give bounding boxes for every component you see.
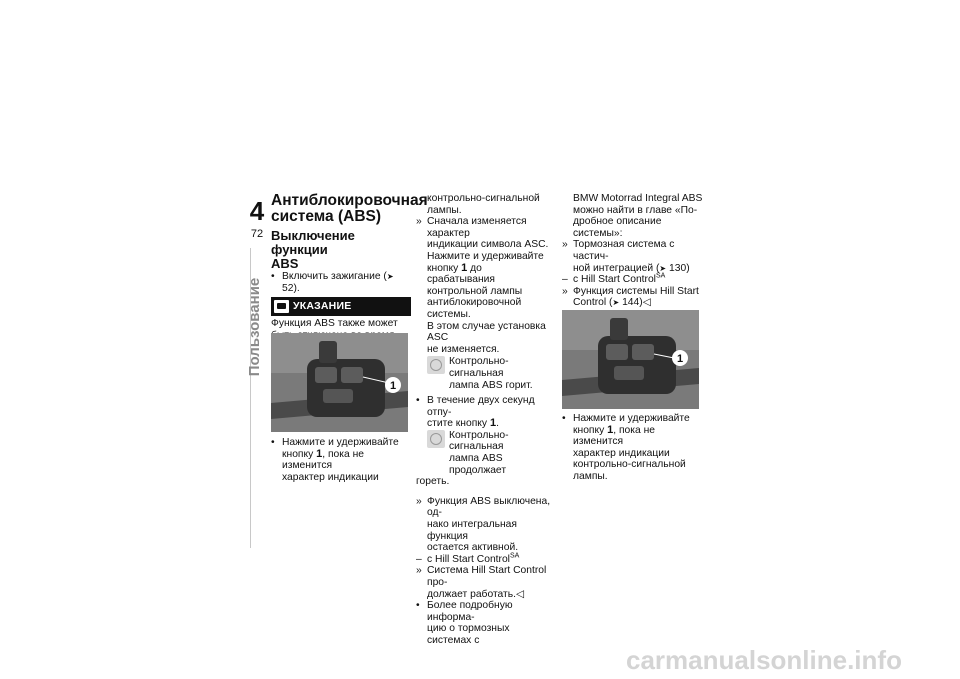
sa-superscript: SA	[509, 552, 520, 560]
lamp-note: Контрольно-сигнальная лампа ABS горит.	[416, 356, 552, 391]
watermark: carmanualsonline.info	[626, 645, 902, 675]
page-ref: 52	[282, 282, 294, 294]
end-mark-icon: ◁	[516, 588, 524, 600]
abs-warning-lamp-icon	[427, 430, 445, 448]
bullet: •	[416, 600, 420, 612]
column-2	[416, 193, 552, 647]
lamp-note: Контрольно-сигнальная лампа ABS продолжает	[416, 430, 552, 476]
end-mark-icon: ◁	[642, 297, 651, 309]
page-number: 72	[250, 228, 264, 240]
page-ref: 130	[669, 262, 687, 274]
page-ref-arrow-icon: ➤	[612, 298, 620, 308]
notice-text: Функция ABS также может	[271, 318, 411, 353]
paragraph: гореть.	[416, 476, 450, 488]
column-3-steps	[562, 413, 707, 483]
photo-callout-1: 1	[389, 380, 397, 392]
sa-superscript: SA	[655, 272, 666, 280]
page-ref-arrow-icon: ➤	[659, 263, 667, 273]
section-title-vertical: Пользование	[246, 277, 263, 377]
option-item: – с Hill Start Control$^{SA}$	[416, 552, 520, 565]
result-marker: »	[562, 285, 568, 297]
dash-marker: –	[562, 274, 568, 286]
result-item: » Функция системы Hill Start Control (➤ 144)◁	[562, 285, 699, 309]
notice-label: УКАЗАНИЕ	[293, 299, 352, 312]
paragraph: контрольно-сигнальной лампы.	[427, 193, 540, 216]
list-item: • Более подробную информа- цию о тормозных системах с	[416, 600, 513, 646]
result-marker: »	[416, 565, 422, 577]
column-1	[271, 192, 428, 353]
result-marker: »	[416, 495, 422, 507]
handlebar-photo-2	[562, 310, 699, 409]
handlebar-photo-1	[271, 333, 408, 432]
result-marker: »	[416, 216, 422, 228]
notice-icon	[274, 300, 289, 313]
result-item: » Функция ABS выключена, од- нако интегральная функция остается активной.	[416, 495, 551, 554]
list-item: • Включить зажигание (➤ 52).	[271, 271, 394, 294]
result-item: » Система Hill Start Control про- должает работать.◁	[416, 565, 547, 600]
column-1-steps	[271, 437, 411, 483]
page-ref-arrow-icon: ➤	[386, 272, 394, 281]
result-item: » Тормозная система с частич- ной интеграцией (➤ 130)	[562, 239, 690, 274]
paragraph: BMW Motorrad Integral ABS можно найти в главе «По- дробное описание системы»:	[573, 193, 703, 239]
bullet: •	[271, 437, 275, 448]
notice-banner	[271, 297, 411, 316]
result-marker: »	[562, 239, 568, 251]
bullet: •	[416, 395, 420, 407]
page-title: Антиблокировочная система (ABS)	[271, 192, 428, 225]
bullet: •	[562, 413, 566, 424]
dash-marker: –	[416, 553, 422, 565]
bullet: •	[271, 271, 275, 282]
page-ref: 144	[622, 297, 640, 309]
option-item: – с Hill Start Control$^{SA}$	[562, 272, 666, 286]
result-item: » Сначала изменяется характер индикации символа ASC. Нажмите и удерживайте кнопку 1 до срабатывания контрольной лампы антиблокировочной системы. В этом случае установка ASC не изменяется.	[416, 216, 549, 355]
subheading-disable-abs: Выключение функции ABS	[271, 228, 355, 271]
abs-warning-lamp-icon	[427, 356, 445, 374]
chapter-number: 4	[249, 196, 265, 226]
list-item: • Нажмите и удерживайте кнопку 1, пока не изменится характер индикации	[271, 437, 399, 483]
photo-callout-1: 1	[676, 353, 684, 365]
list-item: • Нажмите и удерживайте кнопку 1, пока не изменится характер индикации контрольно-сигнальной лампы.	[562, 413, 690, 482]
list-item: • В течение двух секунд отпу- стите кнопку 1.	[416, 395, 535, 430]
